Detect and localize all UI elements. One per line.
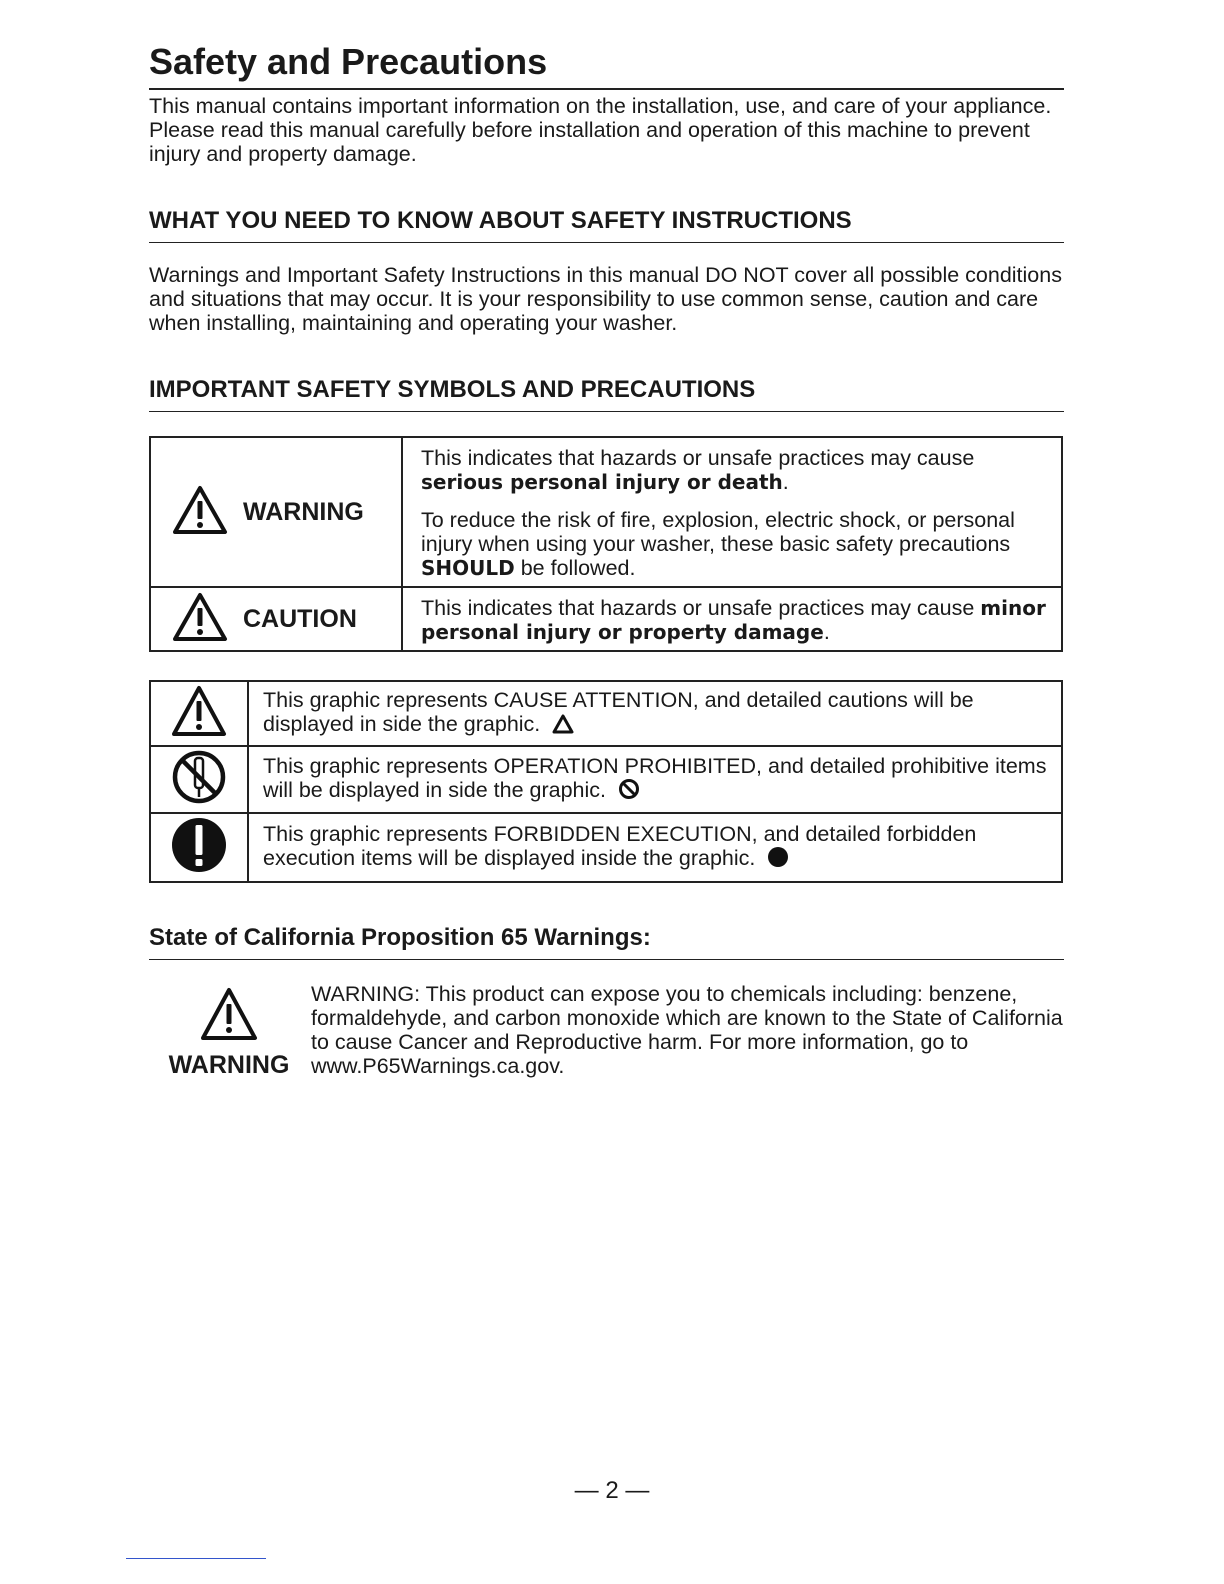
caution-description xyxy=(402,587,1062,651)
signal-word-table xyxy=(149,436,1063,652)
section-heading-prop65: State of California Proposition 65 Warnings: xyxy=(149,924,651,951)
graphic-description: This graphic represents FORBIDDEN EXECUTION, and detailed forbidden execution items will be displayed inside the graphic. xyxy=(263,822,977,870)
small-prohibited-icon xyxy=(618,778,640,805)
graphic-symbols-table xyxy=(149,680,1063,883)
warning-line1-bold: serious personal injury or death xyxy=(421,470,783,494)
section-heading-safety-instructions: WHAT YOU NEED TO KNOW ABOUT SAFETY INSTRUCTIONS xyxy=(149,207,852,234)
title-rule xyxy=(149,88,1064,90)
caution-line1-bold: minor personal injury or property damage xyxy=(421,596,1046,644)
section-rule xyxy=(149,959,1064,960)
warning-line2-bold: SHOULD xyxy=(421,556,515,580)
exclamation-circle-icon xyxy=(170,861,228,878)
page-number: — 2 — xyxy=(574,1477,650,1504)
safety-instructions-paragraph: Warnings and Important Safety Instructions in this manual DO NOT cover all possible conditions and situations that may occur. It is your responsibility to use common sense, caution and care when installing, maintaining and operating your washer. xyxy=(149,263,1062,335)
warning-label: WARNING xyxy=(243,497,364,526)
document-page xyxy=(149,40,1064,1080)
warning-triangle-icon xyxy=(199,986,259,1047)
small-triangle-icon xyxy=(552,714,574,739)
graphic-row xyxy=(150,746,1062,813)
caution-line1-end: . xyxy=(823,620,830,644)
graphic-row xyxy=(150,813,1062,882)
intro-paragraph: This manual contains important information on the installation, use, and care of your appliance. Please read this manual carefully before installation and operation of this machine to prevent injury and property damage. xyxy=(149,94,1052,166)
prop65-warning-text: WARNING: This product can expose you to chemicals including: benzene, formaldehyde, and carbon monoxide which are known to the State of California to cause Cancer and Reproductive harm. For more information, go to www.P65Warnings.ca.gov. xyxy=(311,982,1063,1078)
graphic-row xyxy=(150,681,1062,746)
graphic-description: This graphic represents CAUSE ATTENTION, and detailed cautions will be displayed in side the graphic. xyxy=(263,688,974,736)
prohibited-circle-icon xyxy=(170,792,228,809)
prop65-warning-block xyxy=(149,982,1064,1080)
section-rule xyxy=(149,411,1064,412)
section-heading-safety-symbols: IMPORTANT SAFETY SYMBOLS AND PRECAUTIONS xyxy=(149,376,756,403)
caution-line1: This indicates that hazards or unsafe practices may cause xyxy=(421,596,975,620)
footer-rule xyxy=(126,1558,266,1559)
page-title: Safety and Precautions xyxy=(149,41,548,82)
small-filled-circle-icon xyxy=(767,846,789,873)
warning-line2: To reduce the risk of fire, explosion, electric shock, or personal injury when using your washer, these basic safety precautions xyxy=(421,508,1015,556)
section-rule xyxy=(149,242,1064,243)
warning-line1-end: . xyxy=(782,470,789,494)
caution-triangle-icon xyxy=(171,591,229,648)
caution-row xyxy=(150,587,1062,651)
caution-triangle-icon xyxy=(170,725,228,742)
warning-line1: This indicates that hazards or unsafe practices may cause xyxy=(421,446,975,470)
graphic-description: This graphic represents OPERATION PROHIBITED, and detailed prohibitive items will be displayed in side the graphic. xyxy=(263,754,1047,802)
warning-row xyxy=(150,437,1062,587)
prop65-warning-label: WARNING xyxy=(168,1051,290,1079)
warning-triangle-icon xyxy=(171,484,229,541)
warning-description xyxy=(402,437,1062,587)
warning-line2-end: be followed. xyxy=(520,556,636,580)
caution-label: CAUTION xyxy=(243,604,357,633)
